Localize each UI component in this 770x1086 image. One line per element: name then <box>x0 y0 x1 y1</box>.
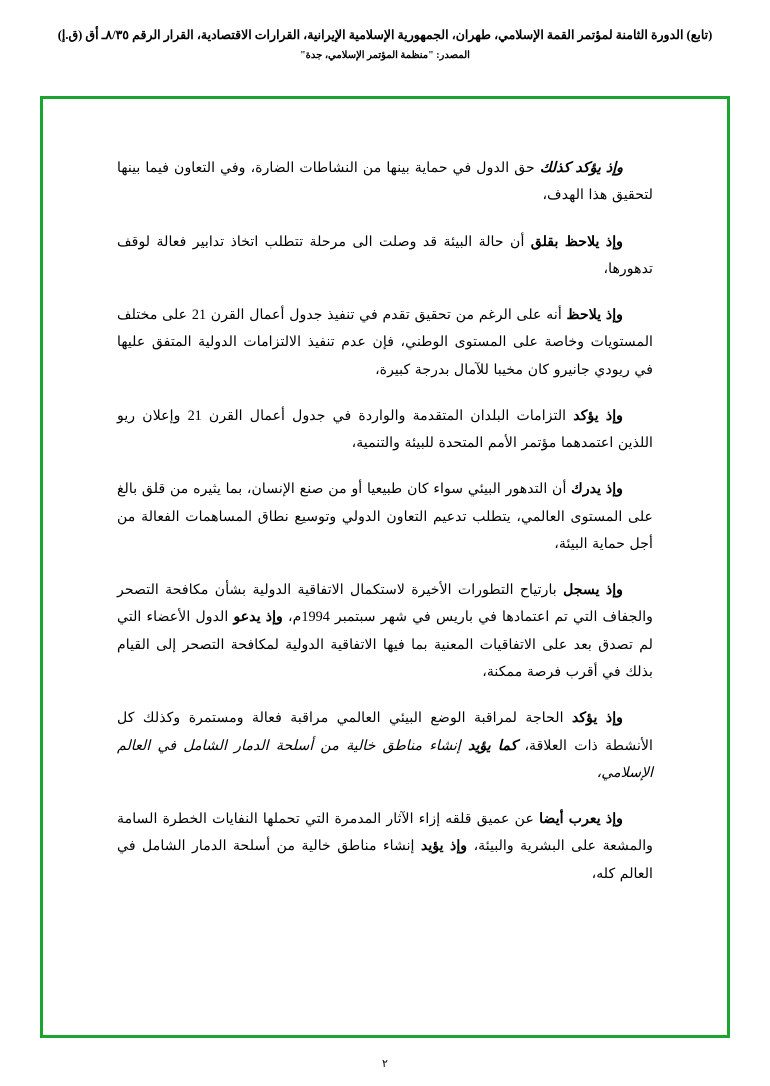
paragraph-lead: وإذ يؤكد <box>573 407 623 424</box>
paragraph-text: حق الدول في حماية بينها من النشاطات الضارة، وفي التعاون فيما بينها لتحقيق هذا الهدف، <box>117 160 653 204</box>
paragraph-lead: وإذ يؤكد كذلك <box>539 160 623 176</box>
paragraph-text: الحاجة لمراقبة الوضع البيئي العالمي مراقبة فعالة ومستمرة وكذلك كل الأنشطة ذات العلاقة، <box>117 710 653 754</box>
paragraph-lead: وإذ يسجل <box>563 582 624 599</box>
paragraph <box>117 806 653 888</box>
paragraph <box>117 705 653 787</box>
paragraph-text: عن عميق قلقه إزاء الآثار المدمرة التي تحملها النفايات الخطرة السامة والمشعة على البشرية والبيئة، <box>117 811 653 855</box>
paragraph-lead: وإذ يدرك <box>571 481 623 498</box>
paragraph-lead: وإذ يلاحظ <box>566 307 623 324</box>
paragraph <box>117 302 653 384</box>
paragraph-lead-secondary: وإذ يدعو <box>233 609 283 626</box>
paragraph-lead-secondary: كما يؤيد <box>468 737 518 754</box>
paragraph <box>117 403 653 458</box>
paragraph-lead: وإذ يعرب أيضا <box>539 811 623 828</box>
paragraph <box>117 577 653 686</box>
paragraph-text: أن حالة البيئة قد وصلت الى مرحلة تتطلب اتخاذ تدابير فعالة لوقف تدهورها، <box>117 233 653 277</box>
paragraph-lead-secondary: وإذ يؤيد <box>420 838 468 855</box>
page-number: ٢ <box>382 1058 388 1070</box>
paragraph-text-secondary: إنشاء مناطق خالية من أسلحة الدمار الشامل في العالم الإسلامي، <box>117 737 653 781</box>
paragraph <box>117 229 653 284</box>
paragraph <box>117 155 653 210</box>
paragraph-lead: وإذ يلاحظ بقلق <box>530 233 623 250</box>
page-header <box>0 0 770 61</box>
paragraph-text: أن التدهور البيئي سواء كان طبيعيا أو من صنع الإنسان، بما يثيره من قلق بالغ على المستوى العالمي، يتطلب تدعيم التعاون الدولي وتوسيع نطاق المساهمات الفعالة من أجل حماية البيئة، <box>117 481 653 552</box>
paragraph-text-secondary: إنشاء مناطق خالية من أسلحة الدمار الشامل في العالم كله، <box>117 838 653 882</box>
paragraph-text-secondary: الدول الأعضاء التي لم تصدق بعد على الاتفاقيات المعنية بما فيها الاتفاقية الدولية لمكافحة التصحر إلى القيام بذلك في أقرب فرصة ممكنة، <box>117 609 653 680</box>
green-border-frame <box>40 96 730 1038</box>
paragraph-lead: وإذ يؤكد <box>571 710 623 727</box>
document-body <box>43 99 727 1035</box>
header-source: المصدر: "منظمة المؤتمر الإسلامي، جدة" <box>300 49 470 61</box>
paragraph-text: أنه على الرغم من تحقيق تقدم في تنفيذ جدول أعمال القرن 21 على مختلف المستويات وخاصة على المستوى الوطني، فإن عدم تنفيذ الالتزامات الدولية المتفق عليها في ريودي جانيرو كان مخيبا للآمال بدرجة كبيرة، <box>117 307 653 378</box>
paragraph <box>117 476 653 558</box>
paragraph-text: بارتياح التطورات الأخيرة لاستكمال الاتفاقية الدولية بشأن مكافحة التصحر والجفاف التي تم اعتمادها في باريس في شهر سبتمبر 1994م، <box>117 582 654 626</box>
header-title: (تابع) الدورة الثامنة لمؤتمر القمة الإسلامي، طهران، الجمهورية الإسلامية الإيرانية، القرارات الاقتصادية، القرار الرقم ٨/٣٥ـ أق (ق.إ) <box>57 28 713 42</box>
paragraph-text: التزامات البلدان المتقدمة والواردة في جدول أعمال القرن 21 وإعلان ريو اللذين اعتمدهما مؤتمر الأمم المتحدة للبيئة والتنمية، <box>117 407 653 452</box>
